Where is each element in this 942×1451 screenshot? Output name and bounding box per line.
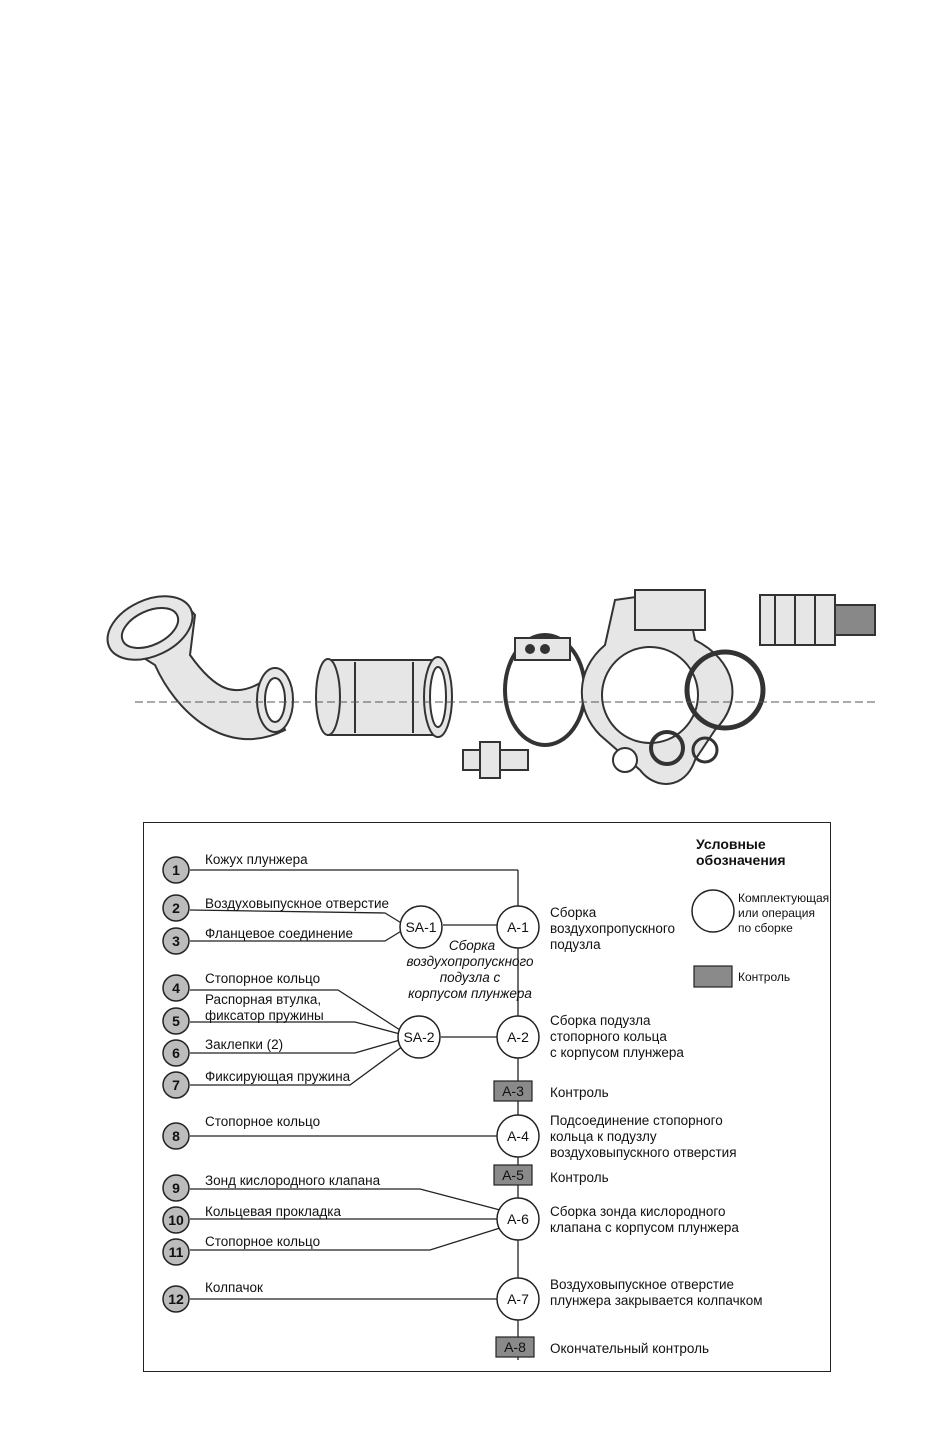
component-labels — [205, 852, 389, 1295]
component-number: 1 — [172, 862, 180, 878]
legend-inspection-symbol — [694, 966, 732, 987]
component-4-label: Стопорное кольцо — [205, 971, 321, 986]
step-a-8-id: A-8 — [504, 1339, 526, 1355]
component-1-label: Кожух плунжера — [205, 852, 308, 867]
step-a-5-inspection — [494, 1165, 532, 1185]
component-8-circle — [163, 1123, 189, 1149]
component-numbers — [163, 857, 189, 1312]
component-5-label-line1: Распорная втулка, — [205, 992, 322, 1007]
step-a-7-node — [497, 1278, 539, 1320]
step-a-8-desc: Окончательный контроль — [550, 1341, 710, 1356]
component-number: 3 — [172, 933, 180, 949]
component-7-label: Фиксирующая пружина — [205, 1069, 351, 1084]
step-a-1-node — [497, 906, 539, 948]
component-2-circle — [163, 895, 189, 921]
component-number: 5 — [172, 1013, 180, 1029]
step-a-1-desc-line1: Сборка — [550, 905, 597, 920]
component-7-circle — [163, 1072, 189, 1098]
legend-title-line2: обозначения — [696, 852, 786, 868]
component-number: 12 — [168, 1291, 184, 1307]
component-number: 10 — [168, 1212, 184, 1228]
component-10-circle — [163, 1207, 189, 1233]
legend-operation-line2: или операция — [738, 906, 816, 920]
component-2-label: Воздуховыпускное отверстие — [205, 896, 390, 911]
component-9-label: Зонд кислородного клапана — [205, 1173, 381, 1188]
step-a-2-id: A-2 — [507, 1029, 529, 1045]
sa-1-note-line4: корпусом плунжера — [408, 986, 532, 1001]
legend — [692, 836, 829, 987]
legend-title-line1: Условные — [696, 836, 766, 852]
step-a-6-desc-line1: Сборка зонда кислородного — [550, 1204, 726, 1219]
step-a-5-desc: Контроль — [550, 1170, 609, 1185]
step-a-4-desc-line2: кольца к подузлу — [550, 1129, 657, 1144]
component-6-label: Заклепки (2) — [205, 1037, 284, 1052]
step-a-6-desc-line2: клапана с корпусом плунжера — [550, 1220, 739, 1235]
component-number: 9 — [172, 1180, 180, 1196]
legend-operation-line1: Комплектующая — [738, 891, 830, 905]
step-a-7-desc-line2: плунжера закрывается колпачком — [550, 1293, 763, 1308]
legend-inspection-label: Контроль — [738, 970, 791, 984]
step-a-2-desc-line1: Сборка подузла — [550, 1013, 651, 1028]
step-a-1-id: A-1 — [507, 919, 529, 935]
component-8-label: Стопорное кольцо — [205, 1114, 321, 1129]
step-a-4-desc-line1: Подсоединение стопорного — [550, 1113, 723, 1128]
component-10-label: Кольцевая прокладка — [205, 1204, 342, 1219]
sa-1-id: SA-1 — [405, 919, 437, 935]
step-a-5-id: A-5 — [502, 1167, 524, 1183]
step-a-8-inspection — [496, 1337, 534, 1357]
component-number: 2 — [172, 900, 180, 916]
sa-2-id: SA-2 — [403, 1029, 435, 1045]
legend-operation-line3: по сборке — [738, 921, 793, 935]
component-6-circle — [163, 1040, 189, 1066]
step-a-7-desc-line1: Воздуховыпускное отверстие — [550, 1277, 735, 1292]
step-a-3-inspection — [494, 1081, 532, 1101]
sa-1-note-line2: воздухопропускного — [406, 954, 534, 969]
component-number: 4 — [172, 980, 180, 996]
sa-1-note-line3: подузла с — [439, 970, 501, 985]
component-number: 8 — [172, 1128, 180, 1144]
component-number: 7 — [172, 1077, 180, 1093]
step-a-4-node — [497, 1115, 539, 1157]
step-a-4-desc-line3: воздуховыпускного отверстия — [550, 1145, 737, 1160]
step-a-1-desc-line3: подузла — [550, 937, 601, 952]
step-a-2-node — [497, 1016, 539, 1058]
step-a-4-id: A-4 — [507, 1128, 529, 1144]
sa-1-node — [400, 906, 442, 948]
component-11-label: Стопорное кольцо — [205, 1234, 321, 1249]
step-a-6-id: A-6 — [507, 1211, 529, 1227]
component-12-label: Колпачок — [205, 1280, 263, 1295]
component-5-label-line2: фиксатор пружины — [205, 1008, 324, 1023]
sa-1-note-line1: Сборка — [448, 938, 496, 953]
component-1-circle — [163, 857, 189, 883]
component-number: 6 — [172, 1045, 180, 1061]
component-5-circle — [163, 1008, 189, 1034]
step-a-3-desc: Контроль — [550, 1085, 609, 1100]
component-3-circle — [163, 928, 189, 954]
step-a-3-id: A-3 — [502, 1083, 524, 1099]
step-a-1-desc-line2: воздухопропускного — [550, 921, 675, 936]
step-a-2-desc-line3: с корпусом плунжера — [550, 1045, 684, 1060]
step-a-6-node — [497, 1198, 539, 1240]
component-3-label: Фланцевое соединение — [205, 926, 354, 941]
component-9-circle — [163, 1175, 189, 1201]
component-4-circle — [163, 975, 189, 1001]
sa-2-node — [398, 1016, 440, 1058]
step-a-7-id: A-7 — [507, 1291, 529, 1307]
legend-operation-symbol — [692, 890, 734, 932]
operation-nodes — [494, 906, 539, 1357]
component-11-circle — [163, 1239, 189, 1265]
component-number: 11 — [168, 1244, 184, 1260]
component-12-circle — [163, 1286, 189, 1312]
step-a-2-desc-line2: стопорного кольца — [550, 1029, 667, 1044]
